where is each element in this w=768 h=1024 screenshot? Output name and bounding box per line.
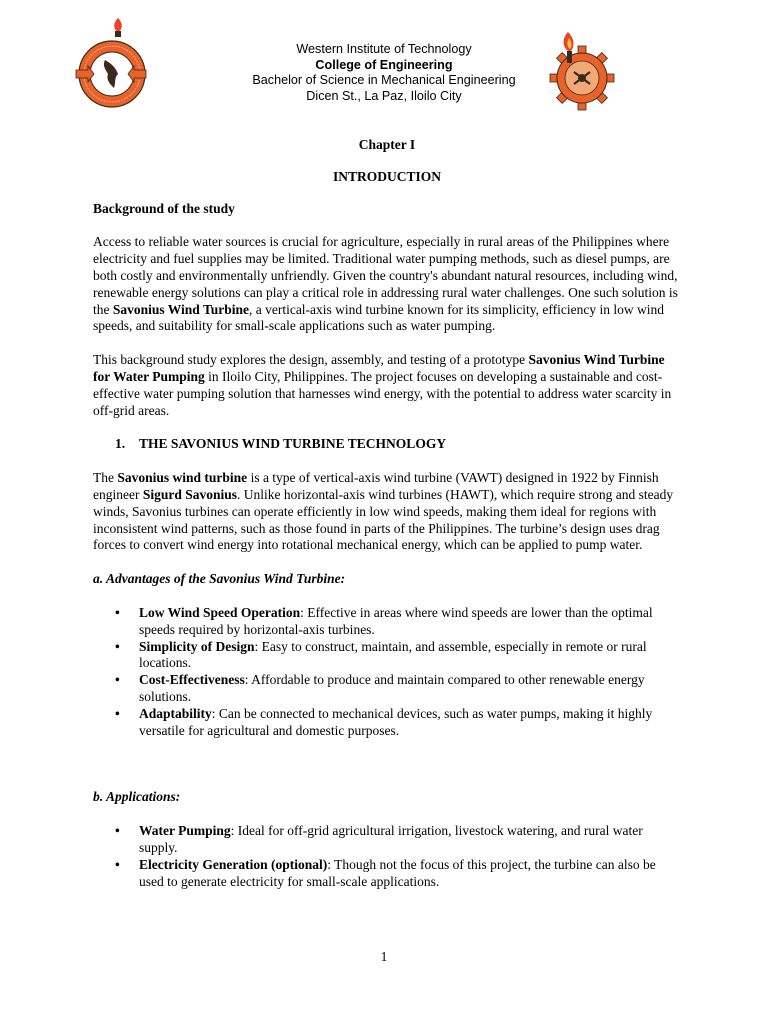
bullet-icon: •: [115, 856, 120, 872]
bold-term: Sigurd Savonius: [142, 486, 238, 502]
text-run: This background study explores the design, assembly, and testing of a prototype: [93, 352, 529, 368]
text-run: . Unlike horizontal-axis wind turbines (HAWT), which require strong and steady winds, Savonius turbines can operate efficiently in low wind speeds, making them ideal for regions with inconsistent wind patterns, such as those found in parts of the Philippines. The turbine’s design uses drag forces to convert wind energy into rotational mechanical energy, which can be applied to pump water.: [93, 486, 674, 553]
text-run: is a type of vertical-axis wind turbine (VAWT) designed in 1922 by Finnish engineer: [93, 470, 659, 502]
list-item-text: : Ideal for off-grid agricultural irrigation, livestock watering, and rural water supply.: [139, 823, 643, 855]
list-item: [93, 857, 681, 891]
text-run: Access to reliable water sources is crucial for agriculture, especially in rural areas of the Philippines where electricity and fuel supplies may be limited. Traditional water pumping methods, such as diesel pumps, are both costly and environmentally unfriendly. Given the country's abundant natural resources, including wind, renewable energy solutions can play a critical role in addressing rural water challenges. One such solution is the: [93, 234, 678, 317]
program-name: Bachelor of Science in Mechanical Engineering: [252, 73, 516, 87]
bold-term: Low Wind Speed Operation: [139, 604, 301, 620]
advantages-list: [93, 605, 681, 739]
text-run: in Iloilo City, Philippines. The project focuses on developing a sustainable and cost-effective water pumping solution that harnesses wind energy, with the potential to address water scarcity in off-grid areas.: [93, 368, 672, 418]
list-item: [93, 823, 681, 857]
list-item-text: : Though not the focus of this project, the turbine can also be used to generate electricity for small-scale applications.: [139, 856, 656, 889]
bold-term: Savonius Wind Turbine: [112, 301, 249, 317]
applications-heading: b. Applications:: [93, 789, 181, 805]
section-heading: [93, 436, 681, 453]
bold-term: Electricity Generation (optional): [139, 856, 328, 872]
list-item-text: : Affordable to produce and maintain compared to other renewable energy solutions.: [139, 672, 645, 704]
applications-list: [93, 823, 681, 890]
bold-term: Savonius Wind Turbine for Water Pumping: [93, 352, 665, 384]
list-item: [93, 672, 681, 706]
college-gear-logo: [538, 30, 622, 112]
list-item: [93, 639, 681, 673]
bold-term: Simplicity of Design: [139, 638, 255, 654]
address: Dicen St., La Paz, Iloilo City: [306, 88, 462, 103]
section-number: 1.: [115, 436, 126, 452]
college-name: College of Engineering: [315, 57, 453, 72]
background-heading: Background of the study: [93, 200, 235, 216]
institute-seal-logo: [72, 14, 150, 110]
chapter-label: Chapter I: [358, 137, 416, 152]
page-number: 1: [380, 949, 388, 964]
list-item-text: : Can be connected to mechanical devices, such as water pumps, making it highly versatile for agricultural and domestic purposes.: [139, 705, 653, 738]
text-run: The: [93, 470, 118, 486]
letterhead: [200, 42, 568, 104]
paragraph-savonius: [93, 470, 681, 554]
institute-name: Western Institute of Technology: [296, 42, 472, 56]
list-item-text: : Effective in areas where wind speeds are lower than the optimal speeds required by horizontal-axis turbines.: [139, 604, 653, 637]
bullet-icon: •: [115, 705, 120, 721]
bullet-icon: •: [115, 672, 120, 688]
list-item: [93, 605, 681, 639]
paragraph-background-1: [93, 234, 681, 335]
advantages-heading: a. Advantages of the Savonius Wind Turbine:: [93, 571, 346, 587]
bold-term: Cost-Effectiveness: [139, 672, 245, 688]
text-run: , a vertical-axis wind turbine known for its simplicity, efficiency in low wind speeds, and suitability for small-scale applications such as water pumping.: [93, 301, 665, 334]
bold-term: Savonius wind turbine: [117, 470, 248, 486]
chapter-content: [93, 137, 681, 890]
bullet-icon: •: [115, 604, 120, 620]
bullet-icon: •: [115, 823, 120, 839]
bullet-icon: •: [115, 638, 120, 654]
bold-term: Adaptability: [139, 705, 212, 721]
list-item-text: : Easy to construct, maintain, and assemble, especially in remote or rural locations.: [139, 638, 647, 671]
paragraph-background-2: [93, 352, 681, 419]
list-item: [93, 706, 681, 740]
chapter-title: INTRODUCTION: [332, 168, 441, 184]
section-title: THE SAVONIUS WIND TURBINE TECHNOLOGY: [139, 436, 447, 452]
bold-term: Water Pumping: [139, 823, 231, 839]
